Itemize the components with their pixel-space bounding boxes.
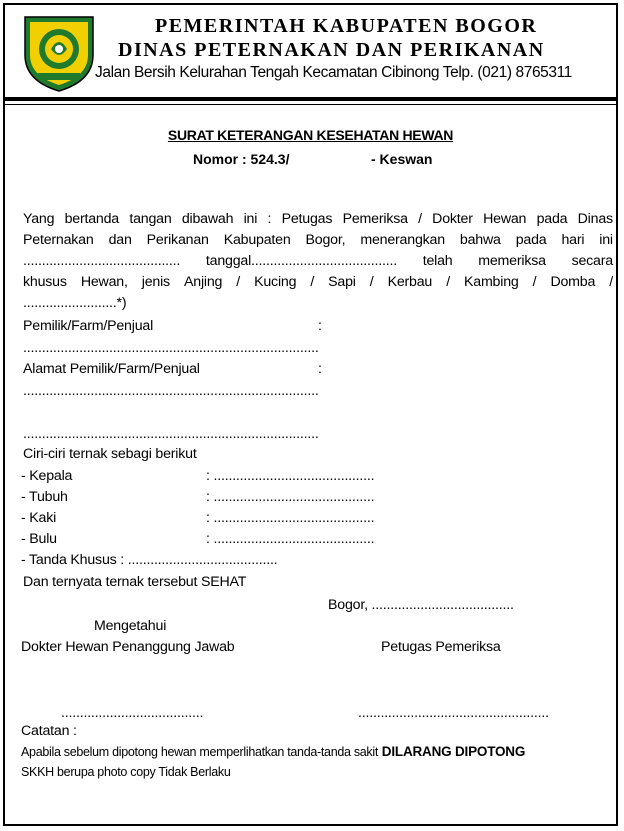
header-divider-thick (5, 97, 616, 101)
notes-line-1-text: Apabila sebelum dipotong hewan memperlihatkan tanda-tanda sakit (21, 745, 379, 759)
owner-address-dotted-field-2: ............................................................................... (23, 426, 319, 442)
paragraph-line-3: .......................................... tanggal....................................... telah memeriksa secara (23, 253, 613, 269)
traits-label: Ciri-ciri ternak sebagi berikut (23, 446, 197, 462)
trait-fur-value: : ........................................... (206, 531, 375, 547)
trait-head-value: : ........................................... (206, 468, 375, 484)
owner-label: Pemilik/Farm/Penjual (23, 318, 154, 334)
healthy-statement: Dan ternyata ternak tersebut SEHAT (23, 574, 247, 590)
notes-label: Catatan : (21, 723, 77, 739)
owner-dotted-field: ............................................................................... (23, 340, 319, 356)
owner-address-colon: : (318, 361, 322, 377)
document-frame (3, 3, 618, 826)
notes-line-1 (21, 744, 525, 760)
document-title: SURAT KETERANGAN KESEHATAN HEWAN (167, 127, 454, 143)
vet-signature-line: ...................................... (61, 705, 204, 721)
letterhead (5, 5, 616, 97)
paragraph-line-5: .........................*) (23, 295, 127, 311)
examiner-signatory-title: Petugas Pemeriksa (381, 639, 501, 655)
trait-body-value: : ........................................... (206, 489, 375, 505)
acknowledged-label: Mengetahui (94, 618, 167, 634)
paragraph-line-4: khusus Hewan, jenis Anjing / Kucing / Sapi / Kerbau / Kambing / Domba / (23, 274, 613, 290)
examiner-signature-line: ................................................... (358, 705, 549, 721)
letterhead-address: Jalan Bersih Kelurahan Tengah Kecamatan Cibinong Telp. (021) 8765311 (95, 64, 572, 81)
paragraph-line-1: Yang bertanda tangan dibawah ini : Petugas Pemeriksa / Dokter Hewan pada Dinas (23, 211, 613, 227)
paragraph-line-2: Peternakan dan Perikanan Kabupaten Bogor, menerangkan bahwa pada hari ini (23, 232, 613, 248)
place-date-field: Bogor, ...................................... (328, 597, 514, 613)
trait-legs-value: : ........................................... (206, 510, 375, 526)
trait-fur-label: - Bulu (21, 531, 57, 547)
bogor-regency-emblem-icon (21, 11, 97, 93)
trait-head-label: - Kepala (21, 468, 73, 484)
document-number-label: Nomor : 524.3/ (193, 151, 290, 167)
notes-warning: DILARANG DIPOTONG (381, 744, 526, 759)
document-number-suffix: - Keswan (371, 151, 433, 167)
header-divider-thin (5, 104, 616, 105)
owner-address-label: Alamat Pemilik/Farm/Penjual (23, 361, 200, 377)
trait-legs-label: - Kaki (21, 510, 57, 526)
trait-body-label: - Tubuh (21, 489, 68, 505)
document-number (193, 151, 433, 167)
letterhead-department: DINAS PETERNAKAN DAN PERIKANAN (118, 39, 545, 61)
letterhead-government: PEMERINTAH KABUPATEN BOGOR (155, 15, 538, 37)
owner-colon: : (318, 318, 322, 334)
vet-signatory-title: Dokter Hewan Penanggung Jawab (21, 639, 235, 655)
owner-address-dotted-field-1: ............................................................................... (23, 383, 319, 399)
trait-special-mark: - Tanda Khusus : ........................................ (21, 552, 278, 568)
notes-line-2: SKKH berupa photo copy Tidak Berlaku (21, 765, 231, 779)
